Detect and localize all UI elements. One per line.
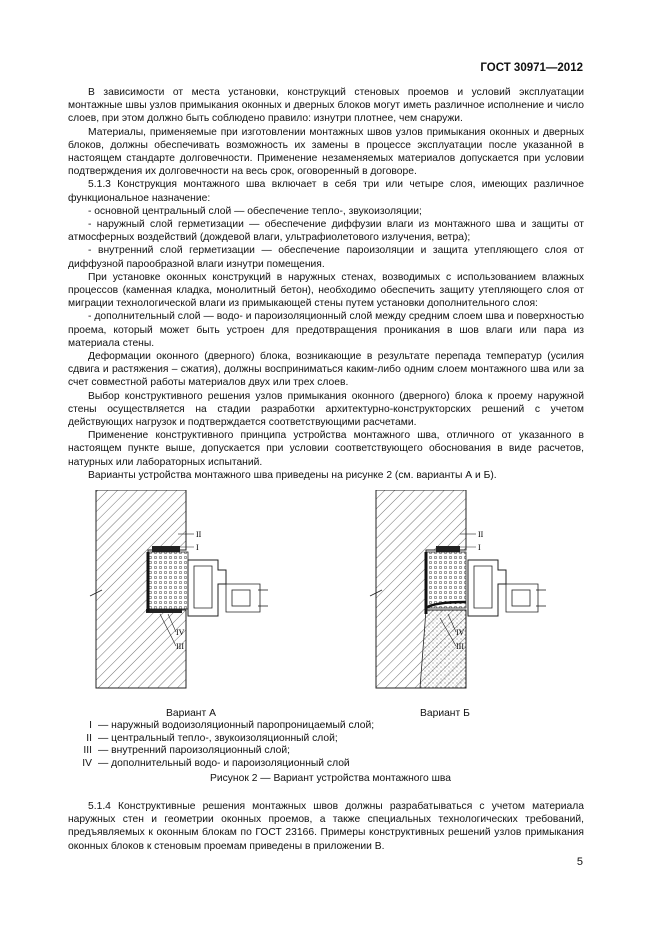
- variant-b-drawing: [370, 490, 546, 688]
- paragraph: Выбор конструктивного решения узлов примыкания оконного (дверного) блока к проему наружной стены осуществляется на стадии разработки архитектурно-конструкторских решений с учетом действующих нагрузок и подтверждается соответствующими расчетами.: [68, 390, 584, 429]
- paragraph: Варианты устройства монтажного шва приведены на рисунке 2 (см. варианты А и Б).: [88, 469, 497, 481]
- marker-label: IV: [176, 628, 185, 637]
- document-header: ГОСТ 30971—2012: [480, 62, 583, 74]
- figure-legend: [68, 720, 374, 770]
- legend-item: [68, 745, 374, 758]
- legend-item: [68, 758, 374, 771]
- figure-2: [68, 490, 584, 720]
- paragraph: - наружный слой герметизации — обеспечение диффузии влаги из монтажного шва и защиты от атмосферных воздействий (дождевой влаги, ультрафиолетового излучения, ветра);: [68, 219, 584, 244]
- paragraph: Деформации оконного (дверного) блока, возникающие в результате перепада температур (усилия сдвига и растяжения – сжатия), должны восприниматься каким-либо одним слоем монтажного шва или за счет совместной работы материалов двух или трех слоев.: [68, 351, 584, 389]
- body-text: [68, 86, 584, 482]
- legend-number: I: [89, 720, 92, 731]
- variant-a-drawing: [90, 490, 268, 688]
- body-text-after: [68, 800, 584, 853]
- paragraph: В зависимости от места установки, конструкций стеновых проемов и условий эксплуатации монтажные швы узлов примыкания оконных и дверных блоков могут иметь различное исполнение и число слоев, при этом должно быть соблюдено правило: изнутри плотнее, чем снаружи.: [68, 87, 584, 125]
- figure-title: Рисунок 2 — Вариант устройства монтажного шва: [210, 773, 451, 784]
- legend-item: [68, 720, 374, 733]
- paragraph: - основной центральный слой — обеспечение тепло-, звукоизоляции;: [88, 205, 422, 217]
- legend-text: — внутренний пароизоляционный слой;: [98, 745, 290, 757]
- paragraph: 5.1.3 Конструкция монтажного шва включает в себя три или четыре слоя, имеющих различное функциональное назначение:: [68, 179, 584, 204]
- legend-number: IV: [82, 757, 92, 769]
- marker-label: II: [478, 530, 484, 539]
- variant-a-caption: Вариант А: [166, 708, 216, 719]
- paragraph: - дополнительный слой — водо- и пароизоляционный слой между средним слоем шва и поверхностью проема, который может быть устроен для предотвращения проникания в шов влаги или пара из материала стены.: [68, 311, 584, 349]
- paragraph: Применение конструктивного принципа устройства монтажного шва, отличного от указанного в настоящем пункте выше, допускается при условии соответствующего обоснования в виде расчетов, натурных или лабораторных испытаний.: [68, 430, 584, 468]
- paragraph: - внутренний слой герметизации — обеспечение пароизоляции и защита утепляющего слоя от диффузной парообразной влаги изнутри помещения.: [68, 245, 584, 270]
- legend-number: II: [86, 732, 92, 744]
- paragraph: 5.1.4 Конструктивные решения монтажных швов должны разрабатываться с учетом материала наружных стен и геометрии оконных проемов, а также специальных технологических требований, предъявляемых к оконным блокам по ГОСТ 23166. Примеры конструктивных решений узлов примыкания оконных блоков к стеновым проемам приведены в приложении В.: [68, 801, 584, 852]
- paragraph: При установке оконных конструкций в наружных стенах, возводимых с использованием влажных процессов (каменная кладка, монолитный бетон), необходимо обеспечить защиту утепляющего слоя от миграции технологической влаги из примыкающей стены путем установки дополнительного слоя:: [68, 271, 584, 310]
- mounting-joint-drawing: [68, 490, 584, 720]
- page-number: 5: [576, 856, 583, 868]
- legend-item: [68, 733, 374, 746]
- marker-label: IV: [456, 628, 465, 637]
- marker-label: III: [176, 642, 184, 651]
- legend-number: III: [83, 745, 92, 757]
- paragraph: Материалы, применяемые при изготовлении монтажных швов узлов примыкания оконных и дверных блоков, должны обеспечивать возможность их замены в процессе эксплуатации после указанной в настоящем стандарте долговечности. Применение незаменяемых материалов допускается при условии подтверждения их долговечности на весь срок, оговоренный в договоре.: [68, 126, 584, 178]
- legend-text: — центральный тепло-, звукоизоляционный слой;: [98, 732, 338, 744]
- marker-label: II: [196, 530, 202, 539]
- legend-text: — наружный водоизоляционный паропроницаемый слой;: [98, 720, 375, 731]
- legend-text: — дополнительный водо- и пароизоляционный слой: [98, 757, 350, 769]
- variant-b-caption: Вариант Б: [420, 708, 470, 719]
- marker-label: I: [478, 543, 481, 552]
- marker-label: I: [196, 543, 199, 552]
- marker-label: III: [456, 642, 464, 651]
